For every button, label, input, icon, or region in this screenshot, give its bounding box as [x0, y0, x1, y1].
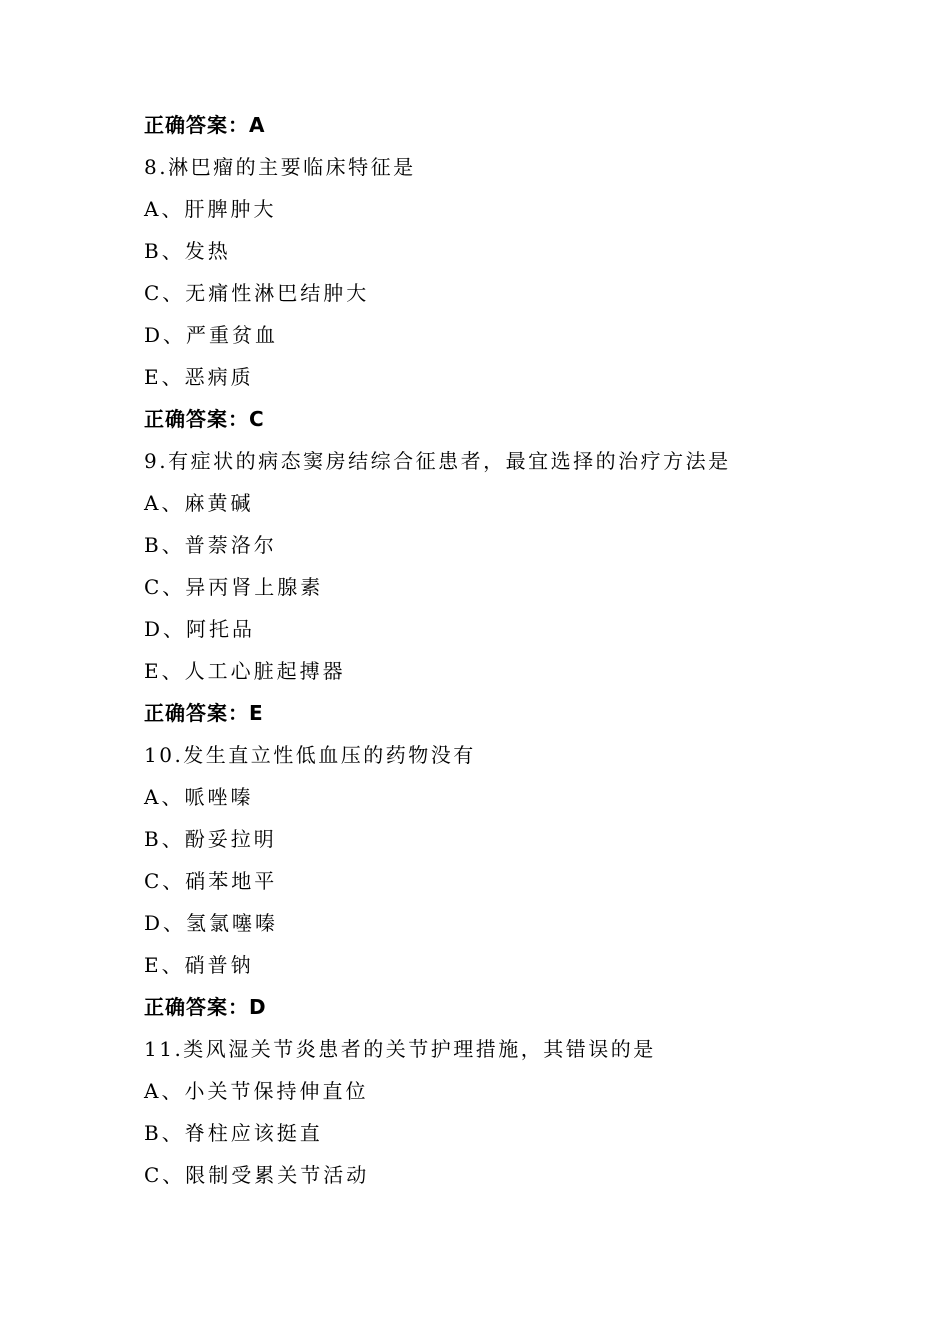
option-line: E、硝普钠	[144, 953, 254, 977]
option-line: B、普萘洛尔	[144, 533, 277, 557]
question-line: 9.有症状的病态窦房结综合征患者，最宜选择的治疗方法是	[144, 449, 731, 473]
option-line: E、人工心脏起搏器	[144, 659, 346, 683]
option-line: C、限制受累关节活动	[144, 1163, 370, 1187]
option-line: B、酚妥拉明	[144, 827, 277, 851]
option-line: B、脊柱应该挺直	[144, 1121, 323, 1145]
question-line: 10.发生直立性低血压的药物没有	[144, 743, 476, 767]
question-line: 8.淋巴瘤的主要临床特征是	[144, 155, 416, 179]
option-line: A、哌唑嗪	[144, 785, 254, 809]
option-line: C、异丙肾上腺素	[144, 575, 324, 599]
option-line: A、肝脾肿大	[144, 197, 277, 221]
option-line: D、阿托品	[144, 617, 256, 641]
answer-line: 正确答案：D	[144, 995, 267, 1019]
answer-line: 正确答案：E	[144, 701, 264, 725]
question-line: 11.类风湿关节炎患者的关节护理措施，其错误的是	[144, 1037, 656, 1061]
option-line: A、小关节保持伸直位	[144, 1079, 369, 1103]
option-line: D、氢氯噻嗪	[144, 911, 279, 935]
answer-line: 正确答案：A	[144, 113, 266, 137]
option-line: A、麻黄碱	[144, 491, 254, 515]
option-line: C、硝苯地平	[144, 869, 278, 893]
option-line: D、严重贫血	[144, 323, 279, 347]
option-line: E、恶病质	[144, 365, 254, 389]
option-line: B、发热	[144, 239, 231, 263]
option-line: C、无痛性淋巴结肿大	[144, 281, 370, 305]
answer-line: 正确答案：C	[144, 407, 265, 431]
